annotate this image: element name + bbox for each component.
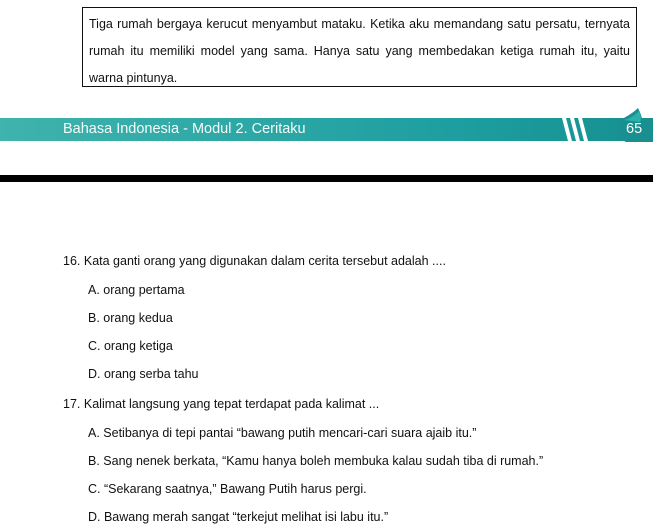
question-17 xyxy=(63,397,379,411)
module-title: Bahasa Indonesia - Modul 2. Ceritaku xyxy=(63,121,306,137)
question-text: Kalimat langsung yang tepat terdapat pada kalimat ... xyxy=(83,397,380,411)
story-passage-box xyxy=(82,7,637,87)
passage-text: Tiga rumah bergaya kerucut menyambut mataku. Ketika aku memandang satu persatu, ternyata rumah itu memiliki model yang sama. Hanya satu yang membedakan ketiga rumah itu, yaitu warna pintunya. xyxy=(89,17,630,85)
decorative-stripes-icon xyxy=(560,118,600,141)
option-17b: B. Sang nenek berkata, “Kamu hanya boleh membuka kalau sudah tiba di rumah.” xyxy=(88,454,544,468)
question-number: 16. xyxy=(63,254,81,268)
page-number: 65 xyxy=(626,121,643,137)
question-text: Kata ganti orang yang digunakan dalam cerita tersebut adalah .... xyxy=(83,254,446,268)
option-17c: C. “Sekarang saatnya,” Bawang Putih harus pergi. xyxy=(88,482,367,496)
option-16a: A. orang pertama xyxy=(88,283,185,297)
option-17d: D. Bawang merah sangat “terkejut melihat isi labu itu.” xyxy=(88,510,389,524)
question-number: 17. xyxy=(63,397,81,411)
option-17a: A. Setibanya di tepi pantai “bawang putih mencari-cari suara ajaib itu.” xyxy=(88,426,477,440)
option-16c: C. orang ketiga xyxy=(88,339,173,353)
question-16 xyxy=(63,254,446,268)
option-16d: D. orang serba tahu xyxy=(88,367,199,381)
option-16b: B. orang kedua xyxy=(88,311,173,325)
divider-rule xyxy=(0,175,653,182)
